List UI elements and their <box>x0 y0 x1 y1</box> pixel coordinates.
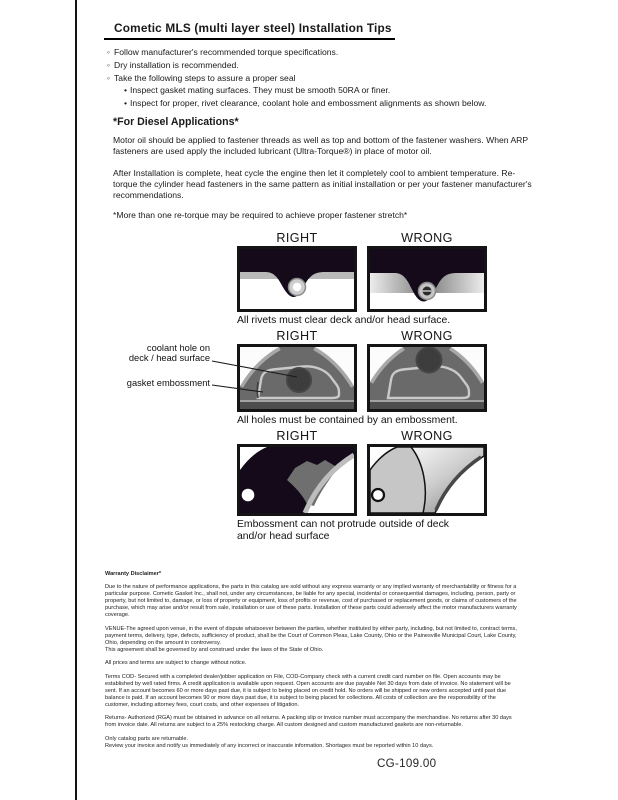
coolant-hole-label: coolant hole on deck / head surface <box>128 343 210 364</box>
page-title: Cometic MLS (multi layer steel) Installation Tips <box>104 21 395 40</box>
right-label: RIGHT <box>276 231 318 245</box>
hole-diagrams <box>237 344 487 412</box>
right-wrong-labels <box>237 231 487 246</box>
right-label: RIGHT <box>276 329 318 343</box>
warranty-paragraph: Terms COD- Secured with a completed dealer/jobber application on File, COD-Company check with a current credit card number on file. Open accounts may be established by well rated firms. A credit application is available upon request. Open accounts are due payable Net 30 days from date of invoice. No statement will be sent. If an account becomes 60 or more days past due, it is subject to being placed on credit hold. No orders will be shipped or new orders accepted until past due balance is paid. If an account becomes 90 or more days past due, it is subject to being placed for collections. All costs of collection are the responsibility of the customer, including attorney fees, court costs, and other expenses of litigation. <box>105 673 511 708</box>
tip-text: Inspect gasket mating surfaces. They must be smooth 50RA or finer. <box>130 85 391 96</box>
left-margin-rule <box>75 0 77 800</box>
hole-wrong-diagram <box>367 344 487 412</box>
diagram-set-protrusion <box>237 429 487 542</box>
warranty-paragraph: Returns- Authorized (RGA) must be obtained in advance on all returns. A packing slip or invoice number must accompany the merchandise. No returns after 30 days from invoice date. All returns are subject to a 25% restocking charge. All custom designed and custom manufactured gaskets are non-returnable. <box>105 715 512 728</box>
protrusion-wrong-diagram <box>367 444 487 516</box>
warranty-paragraph: Due to the nature of performance applications, the parts in this catalog are sold without any express warranty or any implied warranty of merchantability or fitness for a particular purpose. Cometic Gasket Inc., shall not, under any circumstances, be liable for any special, incidental or consequential damages, including, person, party or property, but not limited to, damage, or loss of property or equipment, loss of profits or revenue, cost of purchased or replacement goods, or claims of customers of the purchase, which may arise and/or result from sale, installation or use of these parts. Installation of these parts could adversely affect the motor manufacturers warranty coverage. <box>105 584 517 618</box>
tip-text: Take the following steps to assure a proper seal <box>114 72 296 83</box>
dot-bullet-icon: • <box>124 98 128 109</box>
diesel-paragraph-2: After Installation is complete, heat cycle the engine then let it completely cool to ambient temperature. Re-torque the cylinder head fasteners in the same pattern as initial installation or per your fastener manufacturer's recommendations. <box>113 168 532 200</box>
warranty-paragraph: Only catalog parts are returnable. Review your invoice and notify us immediately of any incorrect or inaccurate information. Shortages must be reported within 10 days. <box>105 735 434 749</box>
tip-text: Inspect for proper, rivet clearance, coolant hole and embossment alignments as shown below. <box>130 98 487 109</box>
warranty-paragraph: All prices and terms are subject to change without notice. <box>105 660 247 666</box>
warranty-heading: Warranty Disclaimer* <box>105 571 162 577</box>
retorque-note: *More than one re-torque may be required to achieve proper fastener stretch* <box>113 210 408 220</box>
dot-bullet-icon: • <box>124 85 128 96</box>
diesel-heading: *For Diesel Applications* <box>113 116 239 128</box>
tip-text: Dry installation is recommended. <box>114 59 239 70</box>
tip-item <box>107 72 486 85</box>
wrong-label: WRONG <box>401 329 453 343</box>
circle-bullet-icon: ◦ <box>107 47 111 57</box>
warranty-paragraph: VENUE-The agreed upon venue, in the event of dispute whatsoever between the parties, whether instituted by either party, including, but not limited to, contract terms, payment terms, delivery, type, defects, sufficiency of product, shall be the Court of Common Pleas, Lake County, Ohio or the Painesville Municipal Court, Lake County, Ohio, depending on the amount in controversy. This agreement shall be governed by and construed under the laws of the State of Ohio. <box>105 625 517 653</box>
diagram-caption: All rivets must clear deck and/or head surface. <box>237 315 451 326</box>
bolt-hole-icon <box>242 489 255 502</box>
rivet-right-diagram <box>237 246 357 312</box>
tips-list <box>107 46 486 110</box>
circle-bullet-icon: ◦ <box>107 59 111 70</box>
gasket-embossment-label: gasket embossment <box>126 378 210 388</box>
coolant-hole-icon <box>417 348 442 373</box>
wrong-label: WRONG <box>401 429 453 443</box>
tip-text: Follow manufacturer's recommended torque specifications. <box>114 47 339 57</box>
diagram-caption: All holes must be contained by an embossment. <box>237 415 458 426</box>
tip-item <box>107 59 486 72</box>
diagram-set-rivets <box>237 231 487 327</box>
right-wrong-labels <box>237 329 487 344</box>
coolant-hole-icon <box>287 368 311 392</box>
tip-item <box>107 46 486 59</box>
protrusion-diagrams <box>237 444 487 516</box>
bolt-hole-icon <box>372 489 384 501</box>
protrusion-right-diagram <box>237 444 357 516</box>
circle-bullet-icon: ◦ <box>107 72 111 83</box>
rivet-wrong-diagram <box>367 246 487 312</box>
page-code: CG-109.00 <box>377 757 437 770</box>
diesel-paragraph-1: Motor oil should be applied to fastener threads as well as top and bottom of the fastener washers. When ARP fasteners are used apply the included lubricant (Ultra-Torque®) in place of motor oil. <box>113 135 528 156</box>
tip-sub-item <box>124 97 486 110</box>
warranty-disclaimer <box>105 571 518 756</box>
rivet-diagrams <box>237 246 487 312</box>
tip-sub-item <box>124 84 486 97</box>
hole-right-diagram <box>237 344 357 412</box>
right-label: RIGHT <box>276 429 318 443</box>
diagram-set-holes <box>237 329 487 427</box>
right-wrong-labels <box>237 429 487 444</box>
wrong-label: WRONG <box>401 231 453 245</box>
diagram-caption: Embossment can not protrude outside of deck and/or head surface <box>237 519 449 542</box>
